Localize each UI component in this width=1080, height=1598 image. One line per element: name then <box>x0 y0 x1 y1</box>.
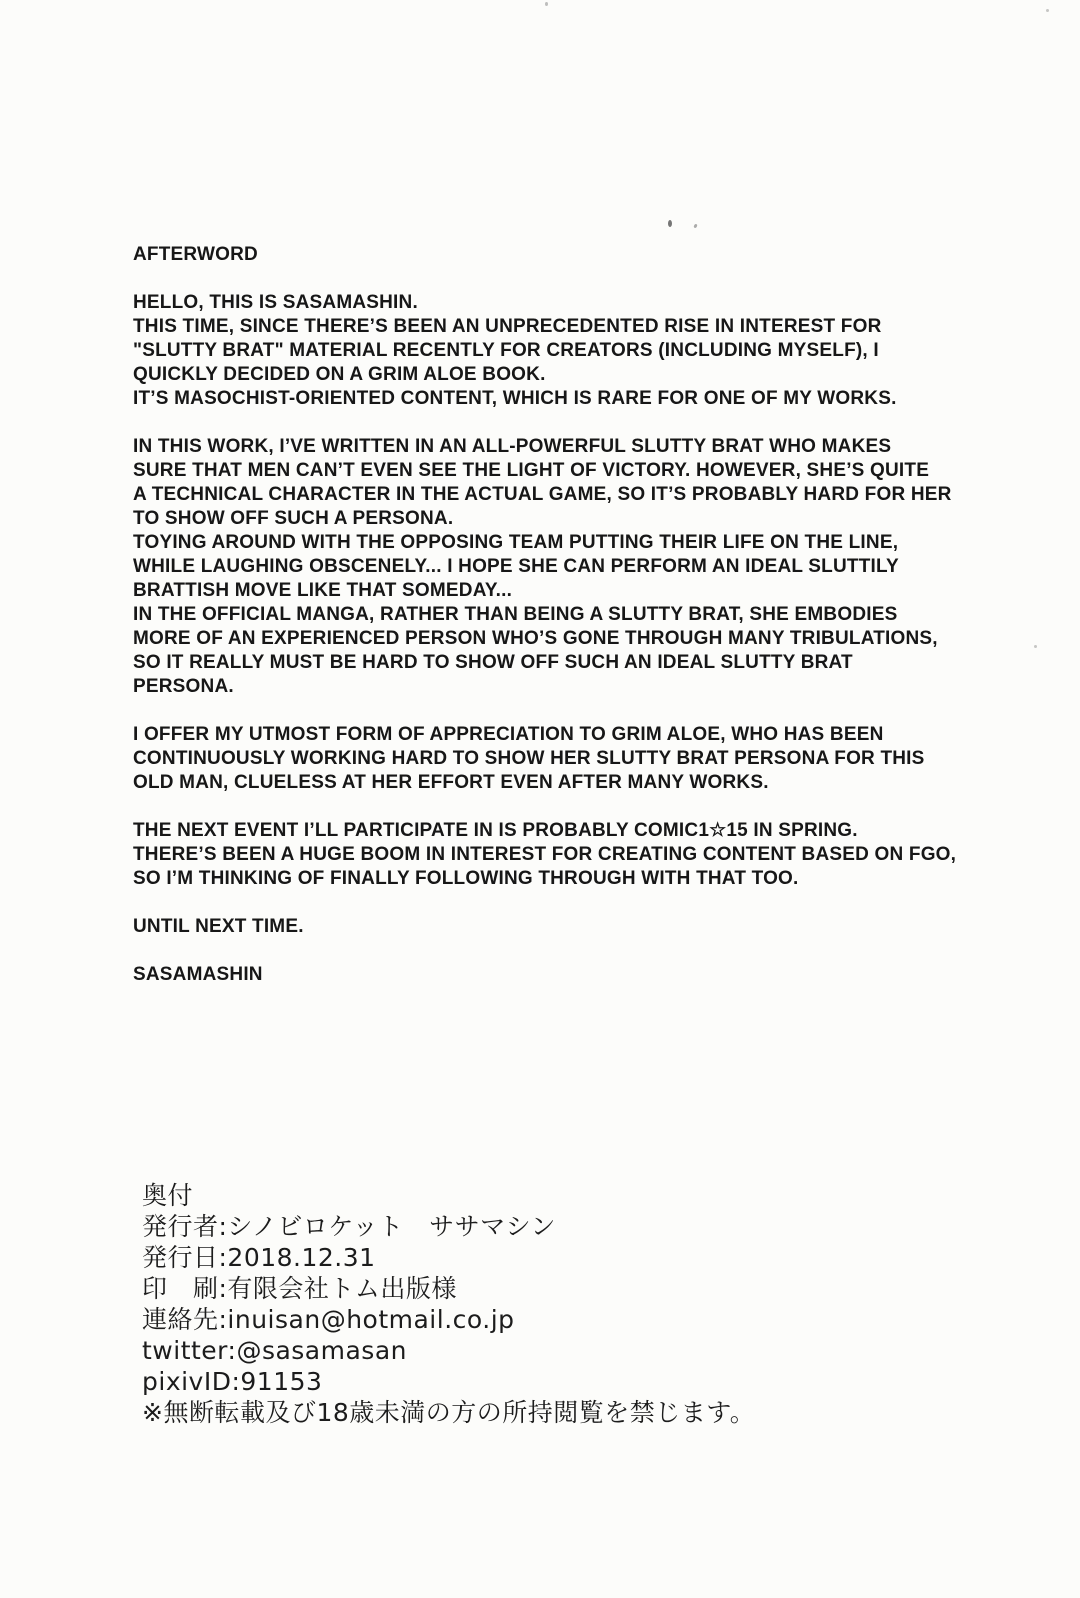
text-line: THERE’S BEEN A HUGE BOOM IN INTEREST FOR CREATING CONTENT BASED ON FGO, <box>133 844 957 865</box>
text-line: A TECHNICAL CHARACTER IN THE ACTUAL GAME, SO IT’S PROBABLY HARD FOR HER <box>133 484 952 505</box>
text-line: SO I’M THINKING OF FINALLY FOLLOWING THROUGH WITH THAT TOO. <box>133 868 799 889</box>
text-line: OLD MAN, CLUELESS AT HER EFFORT EVEN AFTER MANY WORKS. <box>133 772 769 793</box>
text-line: 連絡先:inuisan@hotmail.co.jp <box>142 1305 515 1334</box>
text-line: IN THE OFFICIAL MANGA, RATHER THAN BEING A SLUTTY BRAT, SHE EMBODIES <box>133 604 898 625</box>
text-line: QUICKLY DECIDED ON A GRIM ALOE BOOK. <box>133 364 546 385</box>
afterword-paragraph-appreciation <box>133 723 956 795</box>
text-line: 発行日:2018.12.31 <box>142 1243 376 1272</box>
afterword-paragraph-character <box>133 435 956 699</box>
text-line: SASAMASHIN <box>133 964 263 985</box>
text-line: THE NEXT EVENT I’LL PARTICIPATE IN IS PROBABLY COMIC1☆15 IN SPRING. <box>133 820 858 841</box>
text-line: 印 刷:有限会社トム出版様 <box>142 1274 457 1303</box>
text-line: 奥付 <box>142 1181 194 1210</box>
text-line: twitter:@sasamasan <box>142 1336 407 1365</box>
scan-speck <box>1034 645 1037 648</box>
text-line: HELLO, THIS IS SASAMASHIN. <box>133 292 418 313</box>
text-line: pixivID:91153 <box>142 1367 323 1396</box>
scan-speck <box>1046 9 1049 12</box>
text-line: I OFFER MY UTMOST FORM OF APPRECIATION TO GRIM ALOE, WHO HAS BEEN <box>133 724 884 745</box>
text-line: WHILE LAUGHING OBSCENELY... I HOPE SHE CAN PERFORM AN IDEAL SLUTTILY <box>133 556 899 577</box>
scan-speck <box>545 2 548 6</box>
text-line: SURE THAT MEN CAN’T EVEN SEE THE LIGHT OF VICTORY. HOWEVER, SHE’S QUITE <box>133 460 930 481</box>
afterword-signature <box>133 963 956 987</box>
text-line: "SLUTTY BRAT" MATERIAL RECENTLY FOR CREATORS (INCLUDING MYSELF), I <box>133 340 879 361</box>
colophon-section <box>142 1180 755 1428</box>
afterword-heading: AFTERWORD <box>133 244 258 265</box>
text-line: 発行者:シノビロケット ササマシン <box>142 1212 557 1241</box>
text-line: TOYING AROUND WITH THE OPPOSING TEAM PUTTING THEIR LIFE ON THE LINE, <box>133 532 899 553</box>
text-line: IN THIS WORK, I’VE WRITTEN IN AN ALL-POWERFUL SLUTTY BRAT WHO MAKES <box>133 436 892 457</box>
text-line: SO IT REALLY MUST BE HARD TO SHOW OFF SUCH AN IDEAL SLUTTY BRAT <box>133 652 853 673</box>
text-line: TO SHOW OFF SUCH A PERSONA. <box>133 508 454 529</box>
afterword-paragraph-next-event <box>133 819 956 891</box>
text-line: CONTINUOUSLY WORKING HARD TO SHOW HER SLUTTY BRAT PERSONA FOR THIS <box>133 748 925 769</box>
text-line: BRATTISH MOVE LIKE THAT SOMEDAY... <box>133 580 513 601</box>
text-line: MORE OF AN EXPERIENCED PERSON WHO’S GONE THROUGH MANY TRIBULATIONS, <box>133 628 938 649</box>
afterword-paragraph-intro <box>133 291 956 411</box>
text-line: THIS TIME, SINCE THERE’S BEEN AN UNPRECEDENTED RISE IN INTEREST FOR <box>133 316 882 337</box>
text-line: PERSONA. <box>133 676 234 697</box>
afterword-closing <box>133 915 956 939</box>
afterword-section <box>133 243 956 987</box>
scan-speck <box>693 224 697 229</box>
text-line: IT’S MASOCHIST-ORIENTED CONTENT, WHICH IS RARE FOR ONE OF MY WORKS. <box>133 388 897 409</box>
text-line: ※無断転載及び18歳未満の方の所持閲覧を禁じます。 <box>142 1398 756 1427</box>
scan-speck <box>668 220 672 227</box>
text-line: UNTIL NEXT TIME. <box>133 916 304 937</box>
